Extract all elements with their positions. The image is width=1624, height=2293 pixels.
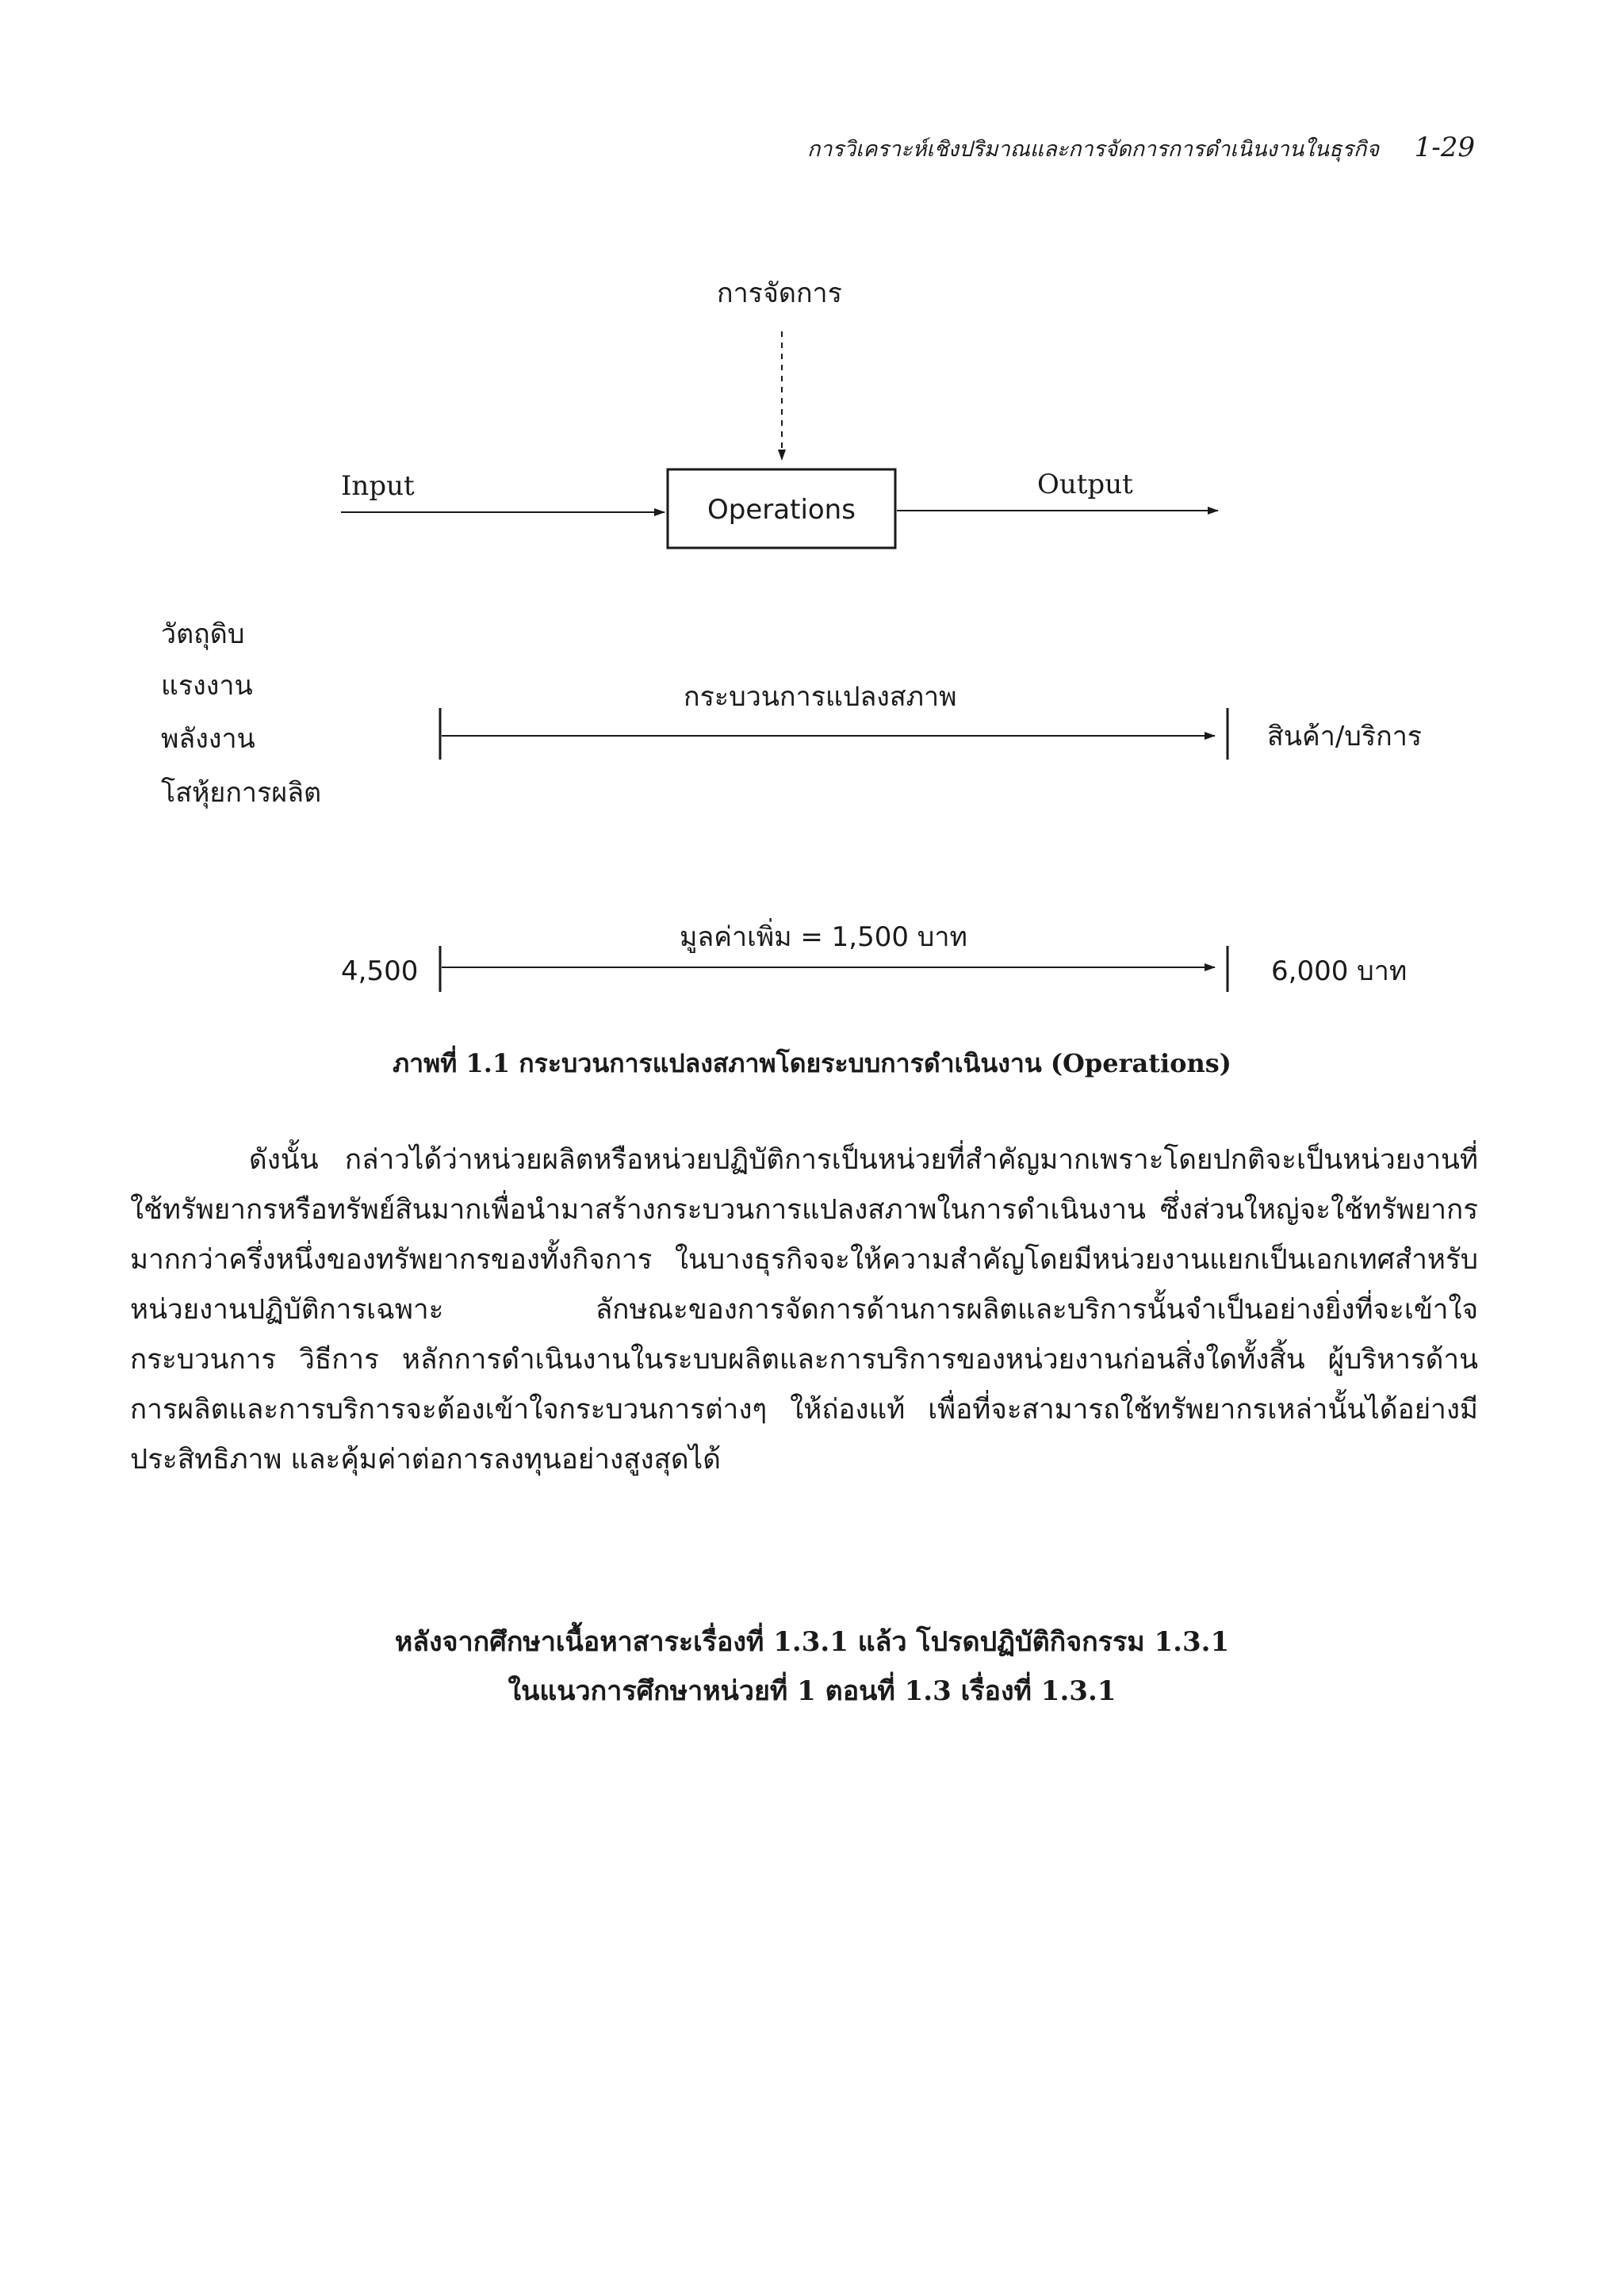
inputs-list-item: แรงงาน	[161, 670, 253, 702]
value-added-label: มูลค่าเพิ่ม = 1,500 บาท	[680, 921, 967, 953]
inputs-list-item: วัตถุดิบ	[161, 618, 245, 650]
activity-line-1: หลังจากศึกษาเนื้อหาสาระเรื่องที่ 1.3.1 แล้ว โปรดปฏิบัติกิจกรรม 1.3.1	[394, 1626, 1230, 1658]
inputs-list-item: พลังงาน	[161, 723, 255, 755]
output-label: Output	[1037, 469, 1133, 500]
input-label: Input	[341, 470, 415, 502]
value-start: 4,500	[341, 955, 419, 987]
activity-line-2: ในแนวการศึกษาหน่วยที่ 1 ตอนที่ 1.3 เรื่องที่ 1.3.1	[508, 1675, 1116, 1707]
activity-note	[0, 1617, 1624, 1716]
page-number: 1-29	[1414, 132, 1475, 163]
output-result-label: สินค้า/บริการ	[1267, 721, 1423, 752]
management-label: การจัดการ	[717, 278, 842, 309]
figure-caption: ภาพที่ 1.1 กระบวนการแปลงสภาพโดยระบบการดำเนินงาน (Operations)	[393, 1048, 1231, 1078]
transformation-label: กระบวนการแปลงสภาพ	[684, 681, 957, 713]
operations-diagram	[0, 0, 1624, 1015]
inputs-list-item: โสหุ้ยการผลิต	[161, 777, 322, 809]
operations-label: Operations	[707, 494, 856, 526]
value-end: 6,000 บาท	[1271, 955, 1408, 987]
running-title: การวิเคราะห์เชิงปริมาณและการจัดการการดำเนินงานในธุรกิจ	[806, 137, 1380, 162]
body-paragraph: ดังนั้น กล่าวได้ว่าหน่วยผลิตหรือหน่วยปฏิบัติการเป็นหน่วยที่สำคัญมากเพราะโดยปกติจะเป็นหน่วยงานที่ใช้ทรัพยากรหรือทรัพย์สินมากเพื่อนำมาสร้างกระบวนการแปลงสภาพในการดำเนินงาน ซึ่งส่วนใหญ่จะใช้ทรัพยากรมากกว่าครึ่งหนึ่งของทรัพยากรของทั้งกิจการ ในบางธุรกิจจะให้ความสำคัญโดยมีหน่วยงานแยกเป็นเอกเทศสำหรับหน่วยงานปฏิบัติการเฉพาะ ลักษณะของการจัดการด้านการผลิตและบริการนั้นจำเป็นอย่างยิ่งที่จะเข้าใจกระบวนการ วิธีการ หลักการดำเนินงานในระบบผลิตและการบริการของหน่วยงานก่อนสิ่งใดทั้งสิ้น ผู้บริหารด้านการผลิตและการบริการจะต้องเข้าใจกระบวนการต่างๆ ให้ถ่องแท้ เพื่อที่จะสามารถใช้ทรัพยากรเหล่านั้นได้อย่างมีประสิทธิภาพ และคุ้มค่าต่อการลงทุนอย่างสูงสุดได้	[130, 1144, 1478, 1476]
